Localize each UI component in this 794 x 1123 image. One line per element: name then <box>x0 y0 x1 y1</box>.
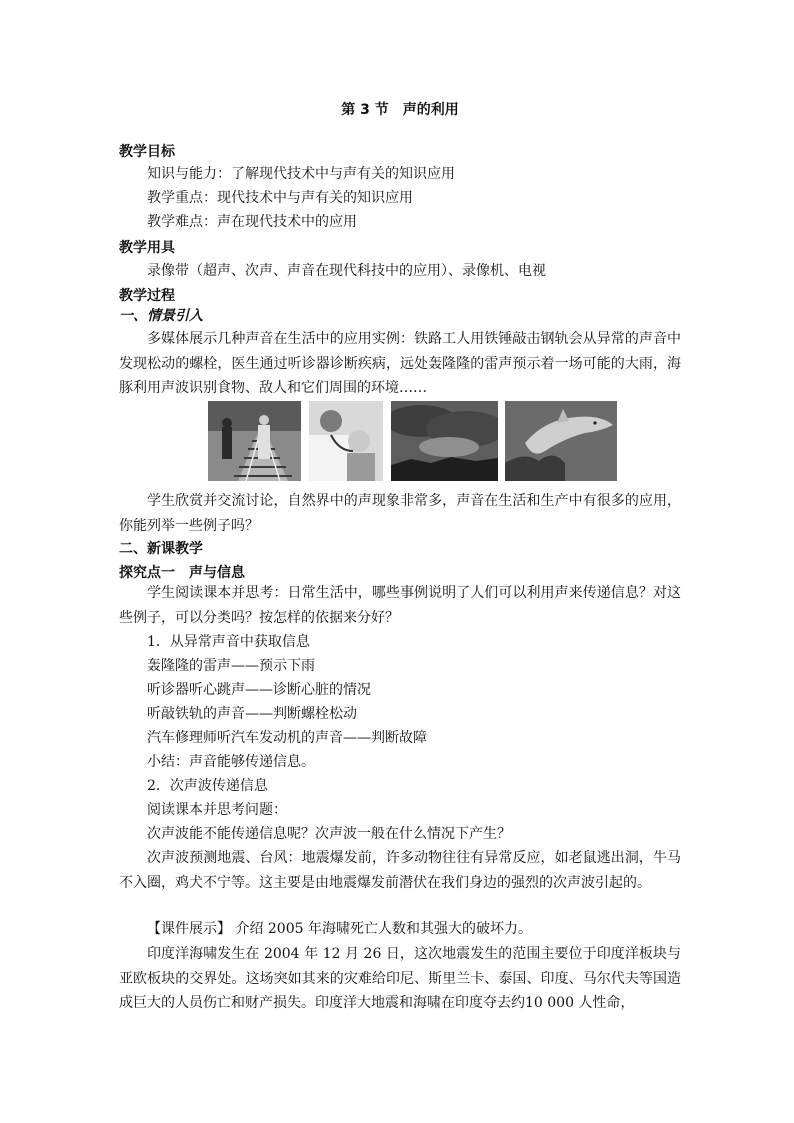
list-item: 2．次声波传递信息 <box>147 778 268 794</box>
page-title: 第 3 节 声的利用 <box>341 102 459 118</box>
list-item: 小结：声音能够传递信息。 <box>147 754 315 770</box>
process-heading: 教学过程 <box>119 288 175 304</box>
list-item: 阅读课本并思考问题： <box>147 802 287 818</box>
railway-workers-photo <box>208 401 301 481</box>
point1-heading: 探究点一 声与信息 <box>119 565 245 581</box>
question-paragraph: 学生阅读课本并思考：日常生活中，哪些事例说明了人们可以利用声来传递信息？对这些例子，可以分类吗？按怎样的依据来分好？ <box>119 585 681 626</box>
tools-heading: 教学用具 <box>119 240 175 256</box>
dolphin-photo <box>505 401 617 481</box>
list-item: 1．从异常声音中获取信息 <box>147 634 310 650</box>
tsunami-paragraph: 印度洋海啸发生在 2004 年 12 月 26 日，这次地震发生的范围主要位于印度洋板块与亚欧板块的交界处。这场突如其来的灾难给印尼、斯里兰卡、泰国、印度、马尔代夫等国造成巨大的人员伤亡和财产损失。印度洋大地震和海啸在印度夺去约10 000 人性命， <box>119 946 681 1011</box>
list-item: 听敲铁轨的声音——判断螺栓松动 <box>147 706 357 722</box>
intro-paragraph: 多媒体展示几种声音在生活中的应用实例：铁路工人用铁锤敲击钢轨会从异常的声音中发现松动的螺栓，医生通过听诊器诊断疾病，远处轰隆隆的雷声预示着一场可能的大雨，海豚利用声波识别食物、敌人和它们周围的环境…… <box>119 331 681 396</box>
storm-clouds-photo <box>391 401 498 481</box>
section2-heading: 二、新课教学 <box>119 541 203 557</box>
tools-text: 录像带（超声、次声、声音在现代科技中的应用）、录像机、电视 <box>147 263 546 279</box>
list-item: 次声波能不能传递信息呢？次声波一般在什么情况下产生？ <box>147 826 511 842</box>
objective-item: 教学难点：声在现代技术中的应用 <box>147 214 357 230</box>
objectives-heading: 教学目标 <box>119 144 175 160</box>
section1-heading: 一、情景引入 <box>119 308 203 324</box>
courseware-line: 【课件展示】 介绍 2005 年海啸死亡人数和其强大的破坏力。 <box>147 921 532 937</box>
discussion-paragraph: 学生欣赏并交流讨论，自然界中的声现象非常多，声音在生活和生产中有很多的应用，你能列举一些例子吗？ <box>119 493 681 534</box>
doctor-stethoscope-photo <box>309 401 383 481</box>
objective-item: 知识与能力：了解现代技术中与声有关的知识应用 <box>147 166 455 182</box>
infrasound-paragraph: 次声波预测地震、台风：地震爆发前，许多动物往往有异常反应，如老鼠逃出洞，牛马不入圈，鸡犬不宁等。这主要是由地震爆发前潜伏在我们身边的强烈的次声波引起的。 <box>119 850 681 891</box>
list-item: 汽车修理师听汽车发动机的声音——判断故障 <box>147 730 427 746</box>
objective-item: 教学重点：现代技术中与声有关的知识应用 <box>147 190 413 206</box>
list-item: 听诊器听心跳声——诊断心脏的情况 <box>147 682 371 698</box>
list-item: 轰隆隆的雷声——预示下雨 <box>147 658 315 674</box>
